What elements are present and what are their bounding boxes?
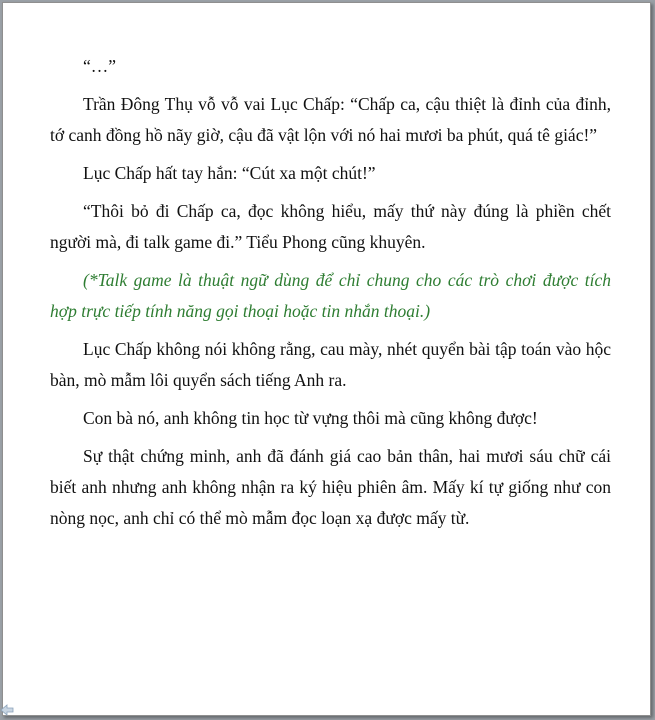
- paragraph-tieu-phong: “Thôi bỏ đi Chấp ca, đọc không hiểu, mấy thứ này đúng là phiền chết người mà, đi talk game đi.” Tiểu Phong cũng khuyên.: [50, 201, 611, 252]
- paragraph-luc-chap-reply: Lục Chấp hất tay hắn: “Cút xa một chút!”: [83, 163, 376, 183]
- paragraph-phonetics: Sự thật chứng minh, anh đã đánh giá cao bản thân, hai mươi sáu chữ cái biết anh nhưng anh không nhận ra ký hiệu phiên âm. Mấy kí tự giống như con nòng nọc, anh chỉ có thể mò mẫm đọc loạn xạ được mấy từ.: [50, 446, 611, 528]
- arrow-left-icon[interactable]: [0, 704, 14, 716]
- paragraph-ellipsis-quote: “…”: [83, 56, 117, 76]
- translator-note: (*Talk game là thuật ngữ dùng để chỉ chung cho các trò chơi được tích hợp trực tiếp tính năng gọi thoại hoặc tin nhắn thoại.): [50, 270, 611, 321]
- paragraph-tran-dong-thu: Trần Đông Thụ vỗ vỗ vai Lục Chấp: “Chấp ca, cậu thiệt là đỉnh của đỉnh, tớ canh đồng hồ nãy giờ, cậu đã vật lộn với nó hai mươi ba phút, quá tê giác!”: [50, 94, 611, 145]
- document-page: [2, 2, 651, 716]
- paragraph-english-book: Lục Chấp không nói không rằng, cau mày, nhét quyển bài tập toán vào hộc bàn, mò mẫm lôi quyển sách tiếng Anh ra.: [50, 339, 611, 390]
- paragraph-vocabulary: Con bà nó, anh không tin học từ vựng thôi mà cũng không được!: [83, 408, 538, 428]
- page-content: [50, 51, 611, 541]
